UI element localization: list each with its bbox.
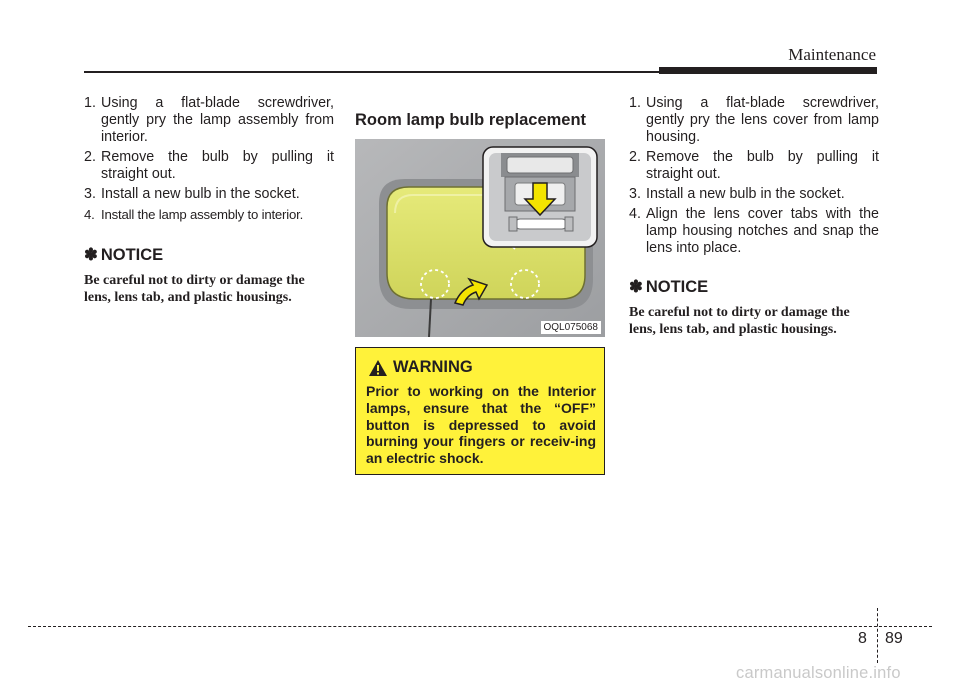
step-number: 3. <box>629 186 641 202</box>
page-section-number: 8 <box>858 630 867 647</box>
right-column <box>629 95 879 338</box>
room-lamp-figure <box>355 139 605 337</box>
notice-heading <box>84 245 334 265</box>
list-item <box>629 206 879 257</box>
header-rule <box>84 71 664 73</box>
step-number: 1. <box>629 95 641 111</box>
watermark: carmanualsonline.info <box>736 664 901 682</box>
list-item <box>84 186 334 203</box>
list-item <box>629 95 879 146</box>
left-steps-list <box>84 95 334 223</box>
notice-star-icon: ✽ <box>629 278 643 296</box>
warning-label: WARNING <box>393 358 473 376</box>
room-lamp-illustration <box>355 139 605 337</box>
step-text: Align the lens cover tabs with the lamp housing notches and snap the lens into place. <box>646 206 879 256</box>
list-item <box>629 149 879 183</box>
list-item <box>84 149 334 183</box>
step-number: 2. <box>84 149 96 165</box>
step-text: Install a new bulb in the socket. <box>646 186 845 202</box>
warning-triangle-icon <box>368 359 388 377</box>
notice-heading <box>629 277 879 297</box>
list-item <box>84 95 334 146</box>
notice-label: NOTICE <box>645 278 709 296</box>
step-text: Install the lamp assembly to interior. <box>101 207 304 222</box>
warning-text: Prior to working on the Interior lamps, ensure that the “OFF” button is depressed to avoid burning your fingers or receiv-ing an electric shock. <box>366 383 596 467</box>
notice-text: Be careful not to dirty or damage the lens, lens tab, and plastic housings. <box>84 273 305 305</box>
notice-label: NOTICE <box>100 246 164 264</box>
notice-star-icon: ✽ <box>84 246 98 264</box>
step-number: 4. <box>84 207 95 222</box>
section-title: Room lamp bulb replacement <box>355 111 587 129</box>
step-text: Using a flat-blade screwdriver, gently pry the lens cover from lamp housing. <box>646 95 879 145</box>
step-text: Using a flat-blade screwdriver, gently pry the lamp assembly from interior. <box>101 95 334 145</box>
right-steps-list <box>629 95 879 257</box>
warning-box <box>355 347 605 475</box>
warning-heading <box>368 358 473 377</box>
step-number: 4. <box>629 206 641 222</box>
list-item <box>629 186 879 203</box>
footer-divider <box>877 608 878 663</box>
list-item <box>84 206 334 223</box>
footer-rule <box>28 626 932 627</box>
step-number: 3. <box>84 186 96 202</box>
step-number: 1. <box>84 95 96 111</box>
header-rule-bar <box>659 67 877 74</box>
step-text: Remove the bulb by pulling it straight out. <box>101 149 334 182</box>
step-number: 2. <box>629 149 641 165</box>
step-text: Remove the bulb by pulling it straight out. <box>646 149 879 182</box>
left-column <box>84 95 334 306</box>
header-title: Maintenance <box>788 45 876 64</box>
figure-code: OQL075068 <box>541 321 602 334</box>
notice-text: Be careful not to dirty or damage the lens, lens tab, and plastic housings. <box>629 305 850 337</box>
page-number: 89 <box>885 630 903 647</box>
step-text: Install a new bulb in the socket. <box>101 186 300 202</box>
